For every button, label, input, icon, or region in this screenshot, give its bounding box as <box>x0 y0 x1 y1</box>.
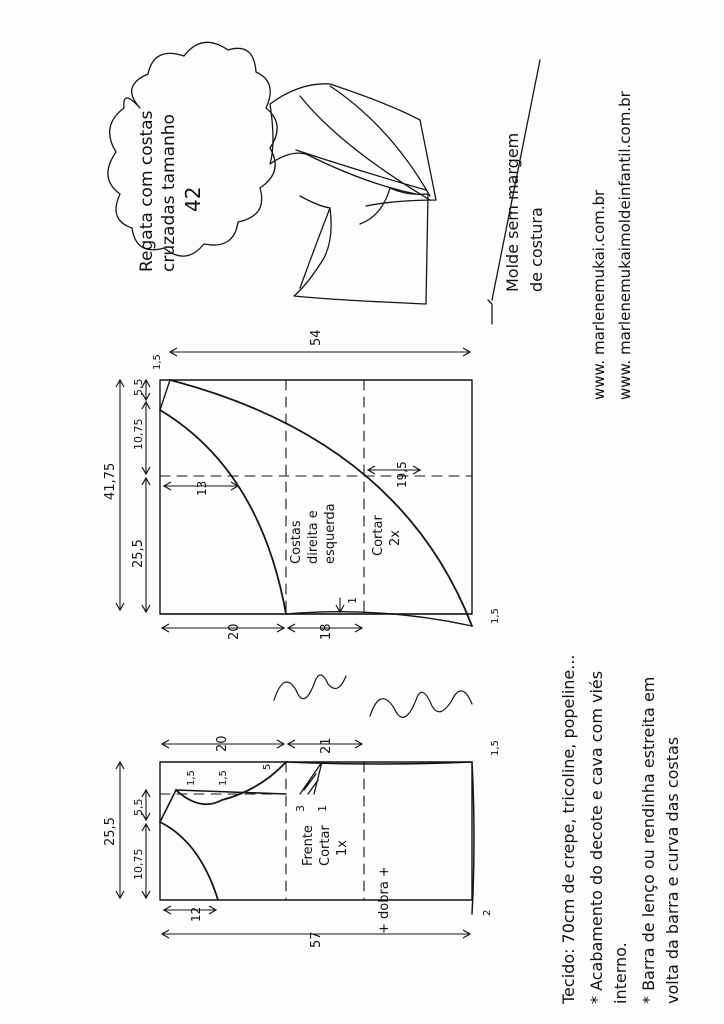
front-dart-3: 3 <box>294 805 307 812</box>
back-cut-2: 2x <box>388 530 403 546</box>
note-block <box>488 60 546 324</box>
back-seg-top: 1,5 <box>152 354 163 370</box>
front-label-2: Cortar <box>318 825 333 866</box>
front-dart-1: 1 <box>316 805 329 812</box>
front-dart <box>300 762 322 794</box>
back-bottom-left: 20 <box>227 623 242 640</box>
instruction-3: interno. <box>611 942 630 1004</box>
front-top-right: 21 <box>319 737 334 754</box>
back-label-2: direita e <box>306 510 321 564</box>
instruction-1: Tecido: 70cm de crepe, tricoline, popeline... <box>559 654 578 1004</box>
front-shoulder-a: 1,5 <box>186 770 197 786</box>
title-line-2: cruzadas tamanho <box>159 114 179 272</box>
title-line-1: Regata com costas <box>137 110 157 272</box>
front-bottom-right: 2 <box>482 909 493 916</box>
back-hem-rise: 1 <box>346 597 359 604</box>
note-line-2: de costura <box>527 207 546 292</box>
instructions <box>559 654 682 1005</box>
back-seg-upper: 5,5 <box>132 378 145 396</box>
front-bottom-width: 57 <box>309 931 324 948</box>
front-pattern-piece <box>103 735 501 948</box>
website-2: www. marlenemukaimoldeinfantil.com.br <box>616 91 634 400</box>
back-neck-depth: 13 <box>195 480 209 496</box>
front-shoulder-b: 1,5 <box>218 770 229 786</box>
back-seg-lower: 25,5 <box>131 539 146 568</box>
back-cut-1: Cortar <box>371 515 386 556</box>
website-1: www. marlenemukai.com.br <box>590 189 608 400</box>
back-seg-middle: 10,75 <box>132 418 145 450</box>
signature <box>274 622 474 740</box>
back-pattern-piece <box>103 329 501 640</box>
back-inner-offset: 19,5 <box>395 461 409 488</box>
front-neckline <box>160 822 218 900</box>
note-line-1: Molde sem margem <box>503 132 522 292</box>
back-neck-curve <box>160 410 286 614</box>
front-neck-depth: 12 <box>189 906 203 922</box>
back-label-1: Costas <box>289 520 304 564</box>
front-armhole-mark: 5 <box>262 763 273 770</box>
back-bottom-right: 18 <box>319 623 334 640</box>
back-frame <box>160 380 472 614</box>
front-fold: + dobra + <box>377 866 392 934</box>
garment-sketch <box>270 84 436 304</box>
back-total-height: 41,75 <box>103 462 118 500</box>
front-hem-side: 1,5 <box>490 740 501 756</box>
instruction-4: * Barra de lenço ou rendinha estreita em <box>639 676 658 1004</box>
back-hem-side: 1,5 <box>490 608 501 624</box>
front-top-left: 20 <box>215 735 230 752</box>
back-cross-curve <box>170 380 472 626</box>
front-label-3: 1x <box>335 840 350 856</box>
instruction-2: * Acabamento do decote e cava com viés <box>587 670 606 1004</box>
front-seg-upper: 5,5 <box>132 798 145 816</box>
front-label-1: Frente <box>301 825 316 866</box>
title-cloud <box>108 42 277 272</box>
websites <box>590 90 634 400</box>
front-seg-middle: 10,75 <box>132 848 145 880</box>
back-top-width: 54 <box>309 329 324 346</box>
title-line-3: 42 <box>181 186 205 212</box>
back-label-3: esquerda <box>323 503 338 564</box>
front-total-height: 25,5 <box>103 817 118 846</box>
instruction-5: volta da barra e curva das costas <box>663 736 682 1004</box>
